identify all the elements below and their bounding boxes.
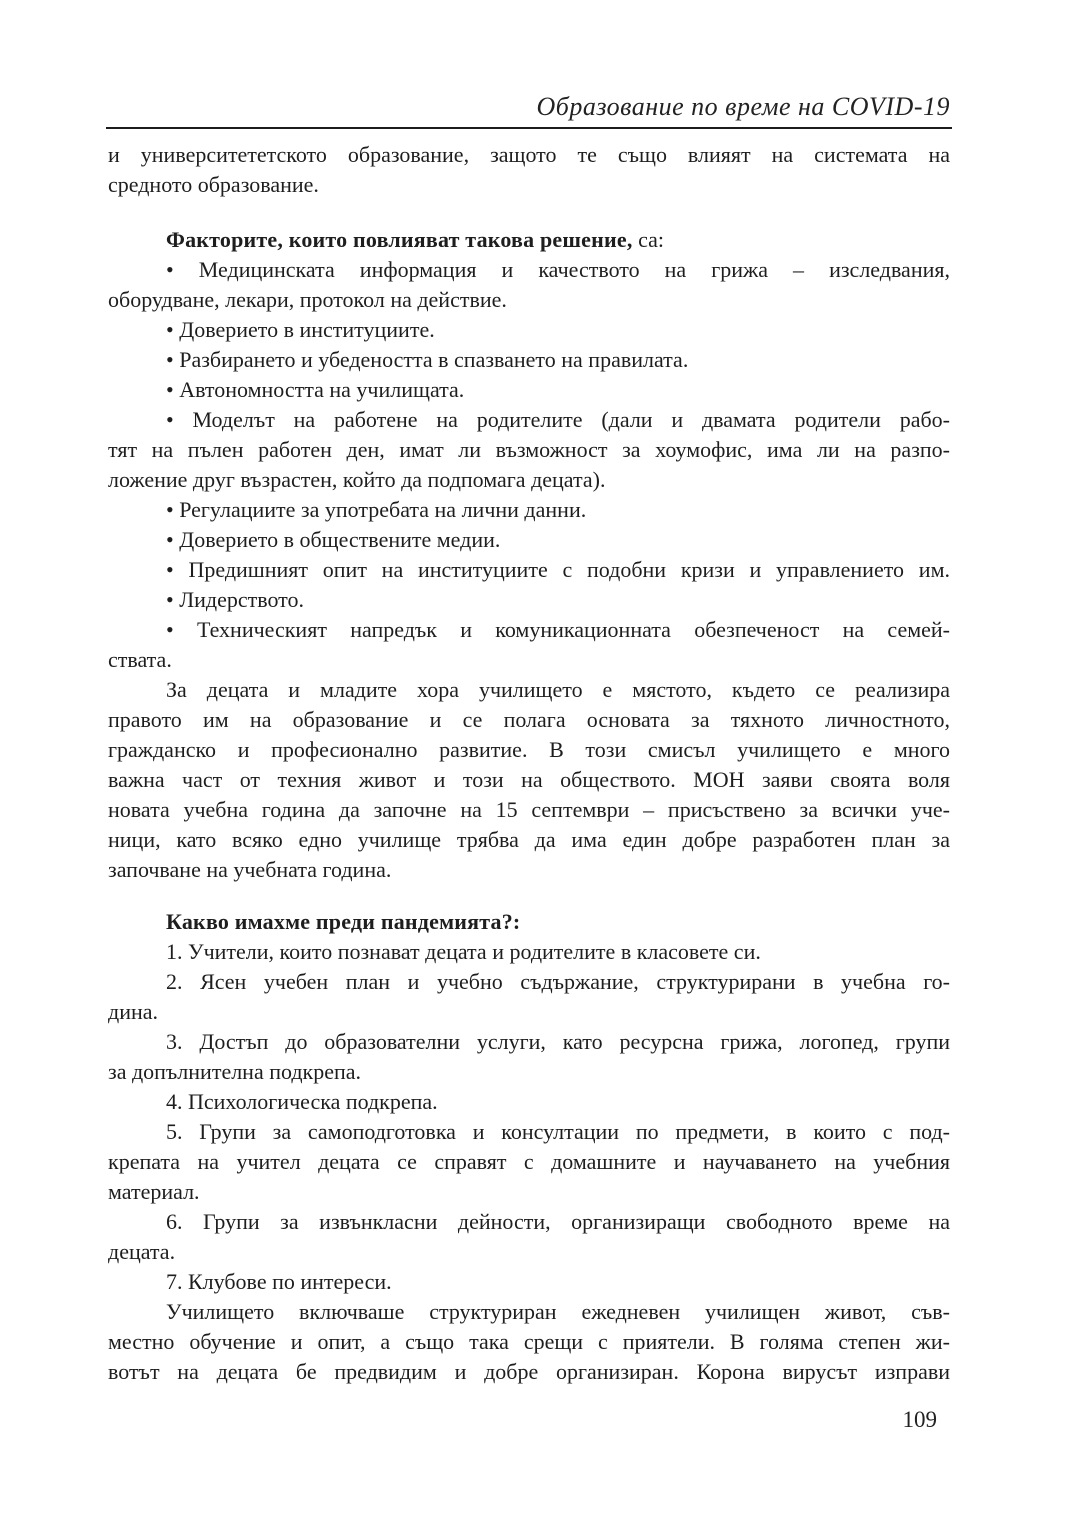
text-line: • Автономността на училищата. bbox=[166, 377, 465, 402]
text-line: ложение друг възрастен, който да подпомага децата). bbox=[108, 467, 606, 492]
section-heading-factors bbox=[108, 225, 950, 255]
bullet-item bbox=[108, 495, 950, 525]
text-line: 1. Учители, които познават децата и родителите в класовете си. bbox=[166, 939, 761, 964]
text-line: дина. bbox=[108, 999, 159, 1024]
list-item bbox=[108, 1207, 950, 1267]
list-item bbox=[108, 937, 950, 967]
paragraph bbox=[108, 675, 950, 885]
page-number: 109 bbox=[902, 1407, 937, 1432]
text-line: децата. bbox=[108, 1239, 176, 1264]
text-line: за допълнителна подкрепа. bbox=[108, 1059, 362, 1084]
text-line: 5. Групи за самоподготовка и консултации по предмети, в които с под- bbox=[166, 1119, 950, 1144]
bullet-item bbox=[108, 315, 950, 345]
text-line: важна част от техния живот и този на обществото. МОН заяви своята воля bbox=[108, 767, 950, 792]
text-line: 6. Групи за извънкласни дейности, организиращи свободното време на bbox=[166, 1209, 950, 1234]
list-item bbox=[108, 1027, 950, 1087]
text-line: ници, като всяко едно училище трябва да има един добре разработен план за bbox=[108, 827, 950, 852]
bullet-item bbox=[108, 555, 950, 585]
text-line: гражданско и професионално развитие. В този смисъл училището е много bbox=[108, 737, 950, 762]
text-line: • Разбирането и убедеността в спазването на правилата. bbox=[166, 347, 689, 372]
list-item bbox=[108, 1087, 950, 1117]
text-line: 2. Ясен учебен план и учебно съдържание, структурирани в учебна го- bbox=[166, 969, 950, 994]
text-line: ствата. bbox=[108, 647, 172, 672]
text-line: оборудване, лекари, протокол на действие. bbox=[108, 287, 507, 312]
bullet-item bbox=[108, 345, 950, 375]
paragraph-continued bbox=[108, 140, 950, 200]
list-item bbox=[108, 1267, 950, 1297]
list-item bbox=[108, 967, 950, 1027]
text-line: • Регулациите за употребата на лични данни. bbox=[166, 497, 587, 522]
bullet-item bbox=[108, 375, 950, 405]
bullet-item bbox=[108, 585, 950, 615]
text-line: материал. bbox=[108, 1179, 200, 1204]
text-line: • Доверието в институциите. bbox=[166, 317, 435, 342]
text-line: • Техническият напредък и комуникационната обезпеченост на семей- bbox=[166, 617, 950, 642]
paragraph bbox=[108, 1297, 950, 1387]
bullet-item bbox=[108, 255, 950, 315]
text-line: местно обучение и опит, а също така срещи с приятели. В голяма степен жи- bbox=[108, 1329, 950, 1354]
text-line: За децата и младите хора училището е мястото, където се реализира bbox=[166, 677, 950, 702]
text-line: • Моделът на работене на родителите (дали и двамата родители рабо- bbox=[166, 407, 950, 432]
text-line: правото им на образование и се полага основата за тяхното личностното, bbox=[108, 707, 950, 732]
text-line: новата учебна година да започне на 15 септември – присъствено за всички уче- bbox=[108, 797, 950, 822]
text-line: и университететското образование, защото те също влияят на системата на bbox=[108, 142, 950, 167]
text-line: средното образование. bbox=[108, 172, 319, 197]
text-line: тят на пълен работен ден, имат ли възможност за хоумофис, има ли на разпо- bbox=[108, 437, 950, 462]
text-line: започване на учебната година. bbox=[108, 857, 392, 882]
heading-line: Факторите, които повлияват такова решение, са: bbox=[166, 227, 664, 252]
text-line: • Предишният опит на институциите с подобни кризи и управлението им. bbox=[166, 557, 950, 582]
text-line: • Доверието в обществените медии. bbox=[166, 527, 501, 552]
list-item bbox=[108, 1117, 950, 1207]
text-line: 7. Клубове по интереси. bbox=[166, 1269, 392, 1294]
running-header: Образование по време на COVID-19 bbox=[536, 92, 950, 121]
text-line: крепата на учител децата се справят с домашните и научаването на учебния bbox=[108, 1149, 950, 1174]
text-line: Училището включваше структуриран ежедневен училищен живот, съв- bbox=[166, 1299, 950, 1324]
text-line: вотът на децата бе предвидим и добре организиран. Корона вирусът изправи bbox=[108, 1359, 950, 1384]
header-rule bbox=[106, 127, 952, 129]
text-line: • Лидерството. bbox=[166, 587, 305, 612]
bullet-item bbox=[108, 525, 950, 555]
text-line: • Медицинската информация и качеството на грижа – изследвания, bbox=[166, 257, 950, 282]
text-line: 3. Достъп до образователни услуги, като ресурсна грижа, логопед, групи bbox=[166, 1029, 950, 1054]
text-line: 4. Психологическа подкрепа. bbox=[166, 1089, 438, 1114]
section-heading-before-pandemic bbox=[108, 907, 950, 937]
bullet-item bbox=[108, 405, 950, 495]
bullet-item bbox=[108, 615, 950, 675]
heading-line: Какво имахме преди пандемията?: bbox=[166, 909, 521, 934]
document-body bbox=[108, 140, 950, 1387]
